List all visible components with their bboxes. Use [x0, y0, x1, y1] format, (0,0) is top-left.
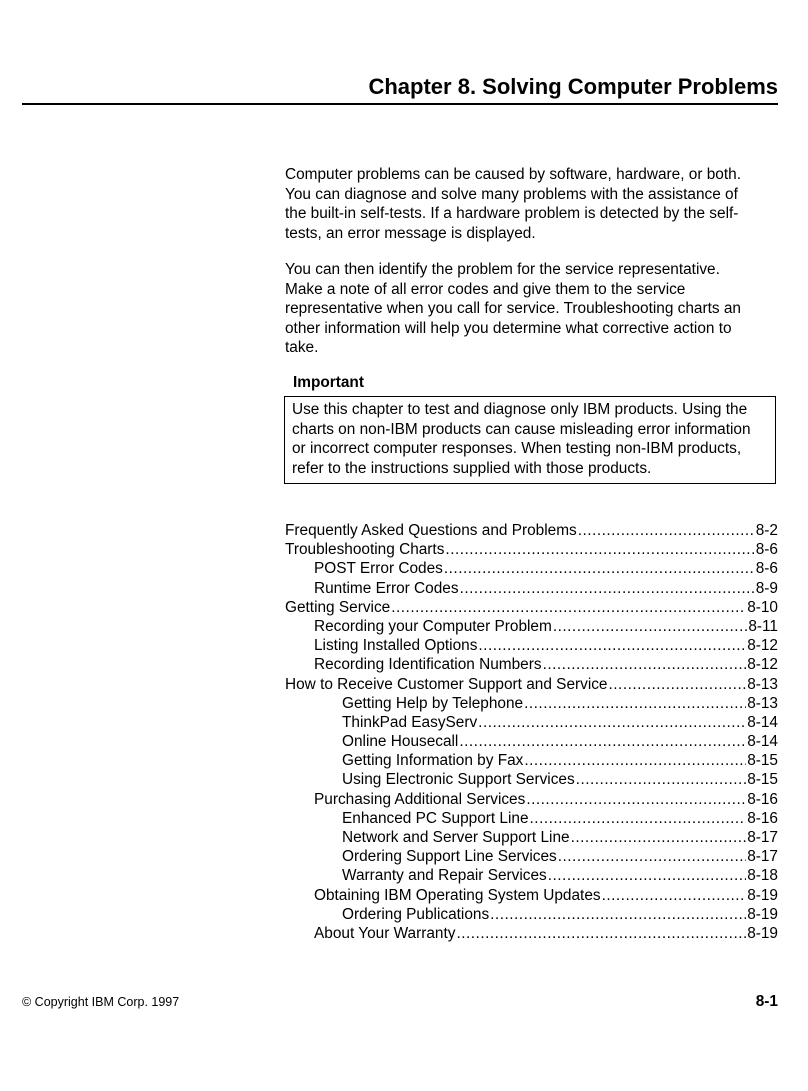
toc-entry-page: 8-13: [747, 694, 778, 712]
toc-dot-leader: [602, 886, 747, 905]
toc-entry[interactable]: [285, 732, 778, 751]
toc-entry-title: Ordering Publications: [342, 905, 490, 923]
table-of-contents: [285, 521, 778, 943]
toc-entry[interactable]: [285, 559, 778, 578]
notice-line: or incorrect computer responses. When testing non-IBM products,: [292, 440, 742, 457]
toc-entry-page: 8-13: [747, 675, 778, 693]
toc-dot-leader: [391, 598, 746, 617]
toc-entry-title: Ordering Support Line Services: [342, 848, 557, 866]
toc-entry-page: 8-14: [747, 733, 778, 751]
toc-dot-leader: [460, 579, 755, 598]
toc-entry-page: 8-10: [747, 598, 778, 616]
toc-entry-title: Purchasing Additional Services: [314, 790, 526, 808]
toc-entry-page: 8-12: [747, 637, 778, 655]
toc-entry-page: 8-6: [755, 541, 778, 559]
toc-entry-title: Troubleshooting Charts: [285, 541, 445, 559]
toc-entry[interactable]: [285, 617, 778, 636]
toc-entry[interactable]: [285, 579, 778, 598]
chapter-title: Chapter 8. Solving Computer Problems: [368, 74, 778, 99]
toc-entry-page: 8-14: [747, 713, 778, 731]
toc-entry-title: Enhanced PC Support Line: [342, 809, 529, 827]
toc-dot-leader: [490, 905, 746, 924]
page-number: 8-1: [755, 993, 778, 1010]
toc-entry-page: 8-11: [748, 617, 778, 635]
toc-dot-leader: [553, 617, 748, 636]
toc-dot-leader: [478, 636, 746, 655]
toc-entry[interactable]: [285, 751, 778, 770]
toc-dot-leader: [459, 732, 746, 751]
toc-entry[interactable]: [285, 694, 778, 713]
paragraph-line: You can diagnose and solve many problems with the assistance of: [285, 185, 738, 203]
paragraph-line: Make a note of all error codes and give them to the service: [285, 280, 686, 298]
toc-entry[interactable]: [285, 905, 778, 924]
toc-entry-title: Using Electronic Support Services: [342, 771, 575, 789]
notice-line: refer to the instructions supplied with those products.: [292, 459, 652, 477]
toc-entry-page: 8-16: [747, 809, 778, 827]
intro-paragraph-2: [285, 260, 777, 358]
toc-entry-page: 8-19: [747, 886, 778, 904]
toc-dot-leader: [576, 770, 747, 789]
important-notice-box: [284, 396, 776, 484]
paragraph-line: take.: [285, 339, 319, 356]
toc-entry[interactable]: [285, 770, 778, 789]
copyright-notice: © Copyright IBM Corp. 1997: [22, 995, 180, 1009]
toc-entry-title: Getting Help by Telephone: [342, 694, 524, 712]
toc-entry[interactable]: [285, 790, 778, 809]
toc-dot-leader: [578, 521, 755, 540]
toc-entry-title: Recording Identification Numbers: [314, 656, 542, 674]
toc-dot-leader: [444, 559, 755, 578]
paragraph-line: Computer problems can be caused by software, hardware, or both.: [285, 166, 741, 183]
toc-dot-leader: [543, 655, 747, 674]
toc-entry[interactable]: [285, 521, 778, 540]
toc-entry[interactable]: [285, 924, 778, 943]
title-rule: [22, 103, 778, 105]
toc-dot-leader: [571, 828, 747, 847]
toc-entry[interactable]: [285, 598, 778, 617]
paragraph-line: other information will help you determine what corrective action to: [285, 319, 732, 337]
toc-entry-title: Listing Installed Options: [314, 637, 478, 655]
toc-entry-page: 8-19: [747, 905, 778, 923]
toc-entry-page: 8-9: [755, 579, 778, 597]
toc-entry-title: About Your Warranty: [314, 924, 456, 942]
toc-dot-leader: [456, 924, 746, 943]
notice-line: charts on non-IBM products can cause misleading error information: [292, 420, 751, 438]
toc-entry[interactable]: [285, 886, 778, 905]
toc-entry-title: Network and Server Support Line: [342, 829, 570, 846]
toc-entry[interactable]: [285, 828, 778, 847]
toc-entry-title: Frequently Asked Questions and Problems: [285, 522, 577, 539]
paragraph-line: tests, an error message is displayed.: [285, 224, 536, 242]
toc-entry[interactable]: [285, 809, 778, 828]
toc-entry-title: Getting Information by Fax: [342, 752, 524, 770]
toc-dot-leader: [526, 790, 746, 809]
toc-dot-leader: [558, 847, 746, 866]
toc-entry-page: 8-16: [747, 790, 778, 808]
toc-entry-page: 8-18: [747, 867, 778, 885]
toc-entry[interactable]: [285, 655, 778, 674]
toc-entry-title: Getting Service: [285, 598, 391, 616]
toc-dot-leader: [524, 751, 746, 770]
paragraph-line: representative when you call for service. Troubleshooting charts an: [285, 300, 741, 317]
toc-entry-title: ThinkPad EasyServ: [342, 713, 478, 731]
intro-paragraph-1: [285, 165, 777, 243]
toc-dot-leader: [530, 809, 747, 828]
toc-entry-page: 8-17: [747, 848, 778, 866]
toc-entry[interactable]: [285, 636, 778, 655]
toc-dot-leader: [478, 713, 746, 732]
toc-entry-title: POST Error Codes: [314, 560, 443, 578]
toc-entry-title: Warranty and Repair Services: [342, 867, 547, 885]
paragraph-line: the built-in self-tests. If a hardware problem is detected by the self-: [285, 205, 739, 222]
toc-entry[interactable]: [285, 866, 778, 885]
toc-entry-title: Obtaining IBM Operating System Updates: [314, 886, 601, 904]
toc-entry-title: Runtime Error Codes: [314, 579, 459, 597]
toc-entry[interactable]: [285, 847, 778, 866]
toc-dot-leader: [445, 540, 754, 559]
toc-entry[interactable]: [285, 713, 778, 732]
toc-entry-page: 8-12: [747, 656, 778, 674]
toc-entry-page: 8-2: [755, 522, 778, 539]
paragraph-line: You can then identify the problem for the service representative.: [285, 261, 720, 278]
toc-entry-page: 8-15: [747, 752, 778, 770]
toc-entry[interactable]: [285, 540, 778, 559]
toc-entry-title: Online Housecall: [342, 733, 459, 751]
notice-line: Use this chapter to test and diagnose only IBM products. Using the: [292, 401, 748, 418]
important-label: Important: [293, 374, 364, 391]
toc-entry-page: 8-6: [755, 560, 778, 578]
toc-dot-leader: [524, 694, 746, 713]
toc-dot-leader: [548, 866, 746, 885]
toc-entry-page: 8-17: [747, 829, 778, 846]
toc-dot-leader: [609, 675, 747, 694]
toc-entry[interactable]: [285, 675, 778, 694]
toc-entry-page: 8-19: [747, 924, 778, 942]
toc-entry-title: Recording your Computer Problem: [314, 617, 552, 635]
toc-entry-title: How to Receive Customer Support and Service: [285, 675, 608, 693]
toc-entry-page: 8-15: [747, 771, 778, 789]
